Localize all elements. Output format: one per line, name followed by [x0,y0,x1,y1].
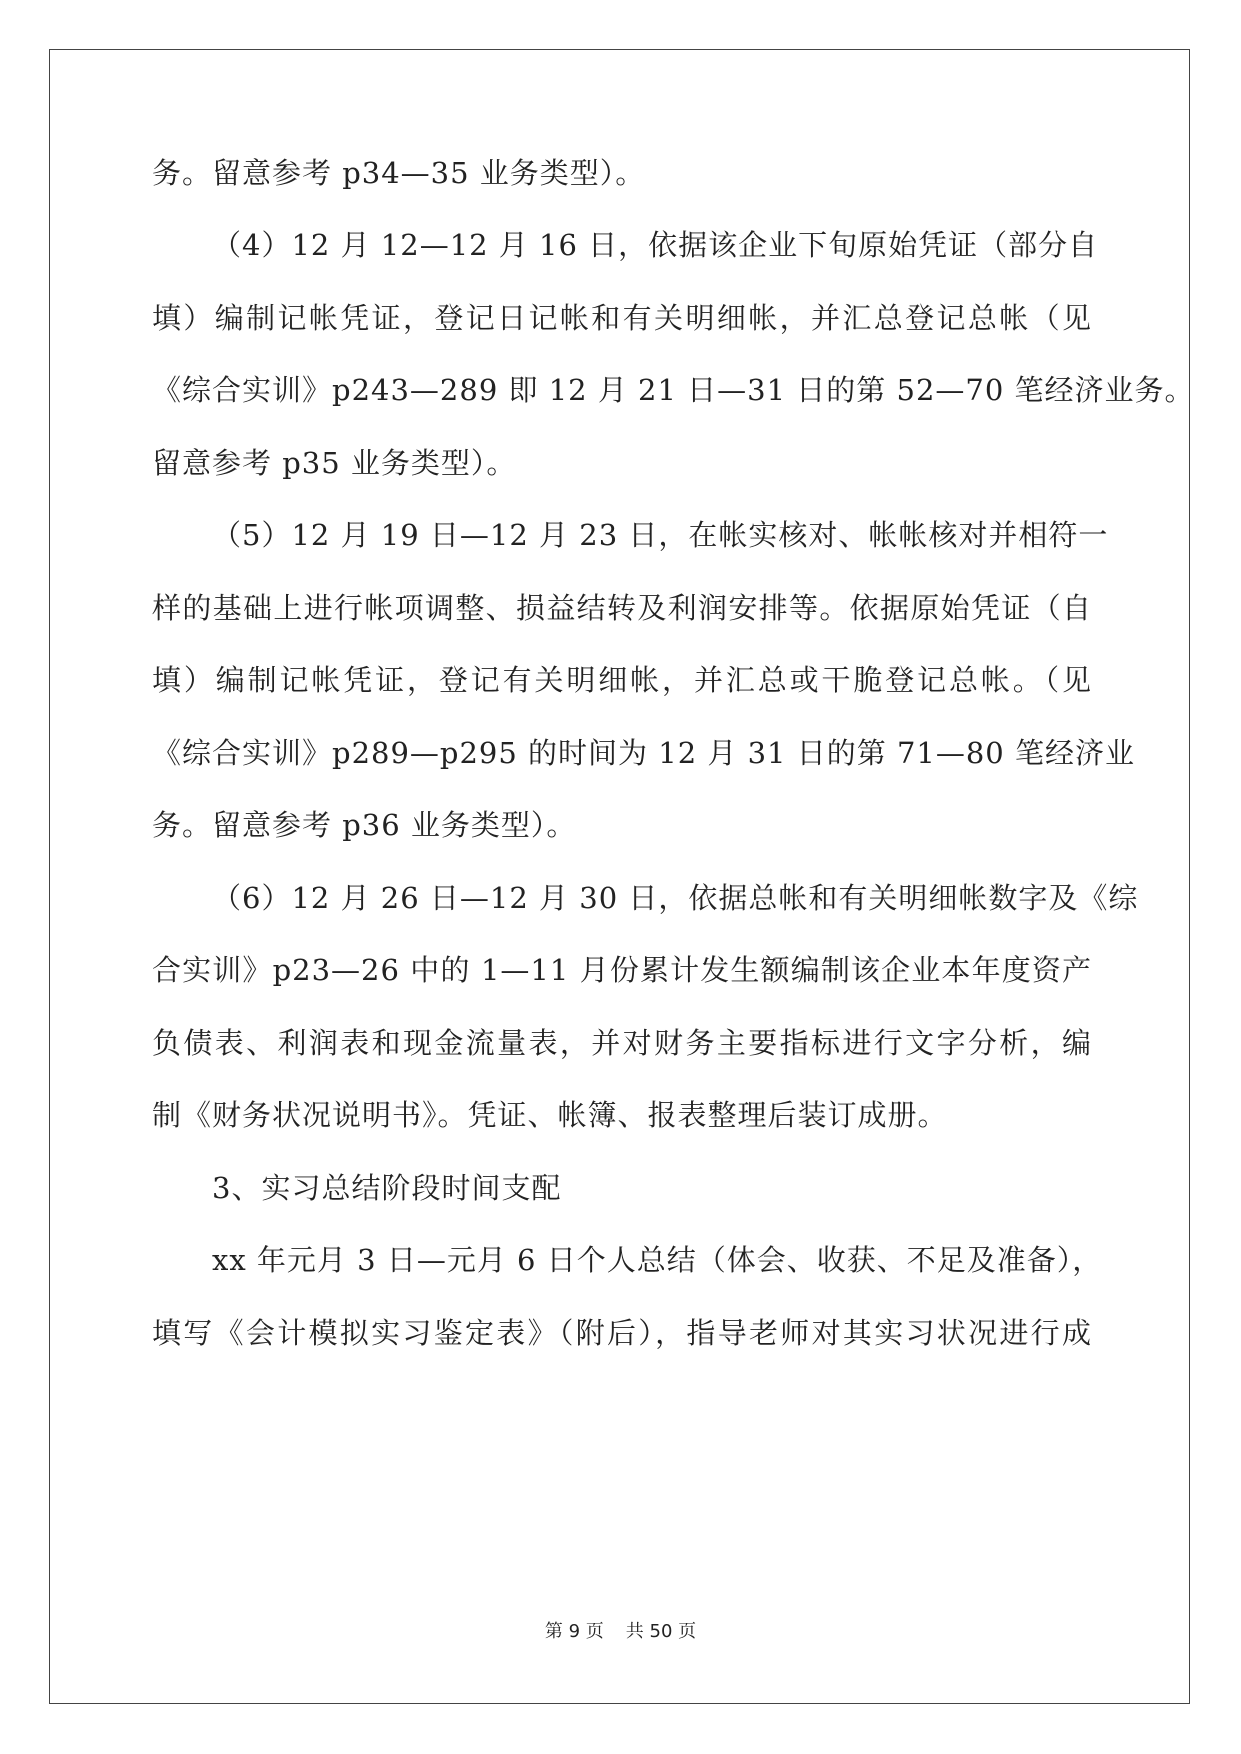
text-line-9: 《综合实训》p289—p295 的时间为 12 月 31 日的第 71—80 笔经济业 [152,736,1135,770]
text-line-6: （5）12 月 19 日—12 月 23 日，在帐实核对、帐帐核对并相符一 [212,518,1109,552]
text-line-2: （4）12 月 12—12 月 16 日，依据该企业下旬原始凭证（部分自 [212,228,1099,262]
text-line-13: 负债表、利润表和现金流量表，并对财务主要指标进行文字分析，编 [152,1026,1092,1060]
page-total: 共 50 页 [625,1621,697,1642]
text-line-4: 《综合实训》p243—289 即 12 月 21 日—31 日的第 52—70 笔经济业务。 [152,373,1195,407]
section-heading: 3、实习总结阶段时间支配 [212,1171,562,1205]
text-line-16: xx 年元月 3 日—元月 6 日个人总结（体会、收获、不足及准备）， [212,1243,1103,1277]
text-line-14: 制《财务状况说明书》。凭证、帐簿、报表整理后装订成册。 [152,1098,948,1132]
text-line-1: 务。留意参考 p34—35 业务类型）。 [152,156,646,190]
text-line-17: 填写《会计模拟实习鉴定表》（附后），指导老师对其实习状况进行成 [152,1316,1092,1350]
text-line-5: 留意参考 p35 业务类型）。 [152,446,517,480]
text-line-12: 合实训》p23—26 中的 1—11 月份累计发生额编制该企业本年度资产 [152,953,1092,987]
text-line-3: 填）编制记帐凭证，登记日记帐和有关明细帐，并汇总登记总帐（见 [152,301,1092,335]
text-line-7: 样的基础上进行帐项调整、损益结转及利润安排等。依据原始凭证（自 [152,591,1092,625]
text-line-8: 填）编制记帐凭证，登记有关明细帐，并汇总或干脆登记总帐。（见 [152,663,1092,697]
page-footer [0,1620,1241,1644]
page-number: 第 9 页 [544,1621,604,1642]
text-line-11: （6）12 月 26 日—12 月 30 日，依据总帐和有关明细帐数字及《综 [212,881,1139,915]
text-line-10: 务。留意参考 p36 业务类型）。 [152,808,577,842]
